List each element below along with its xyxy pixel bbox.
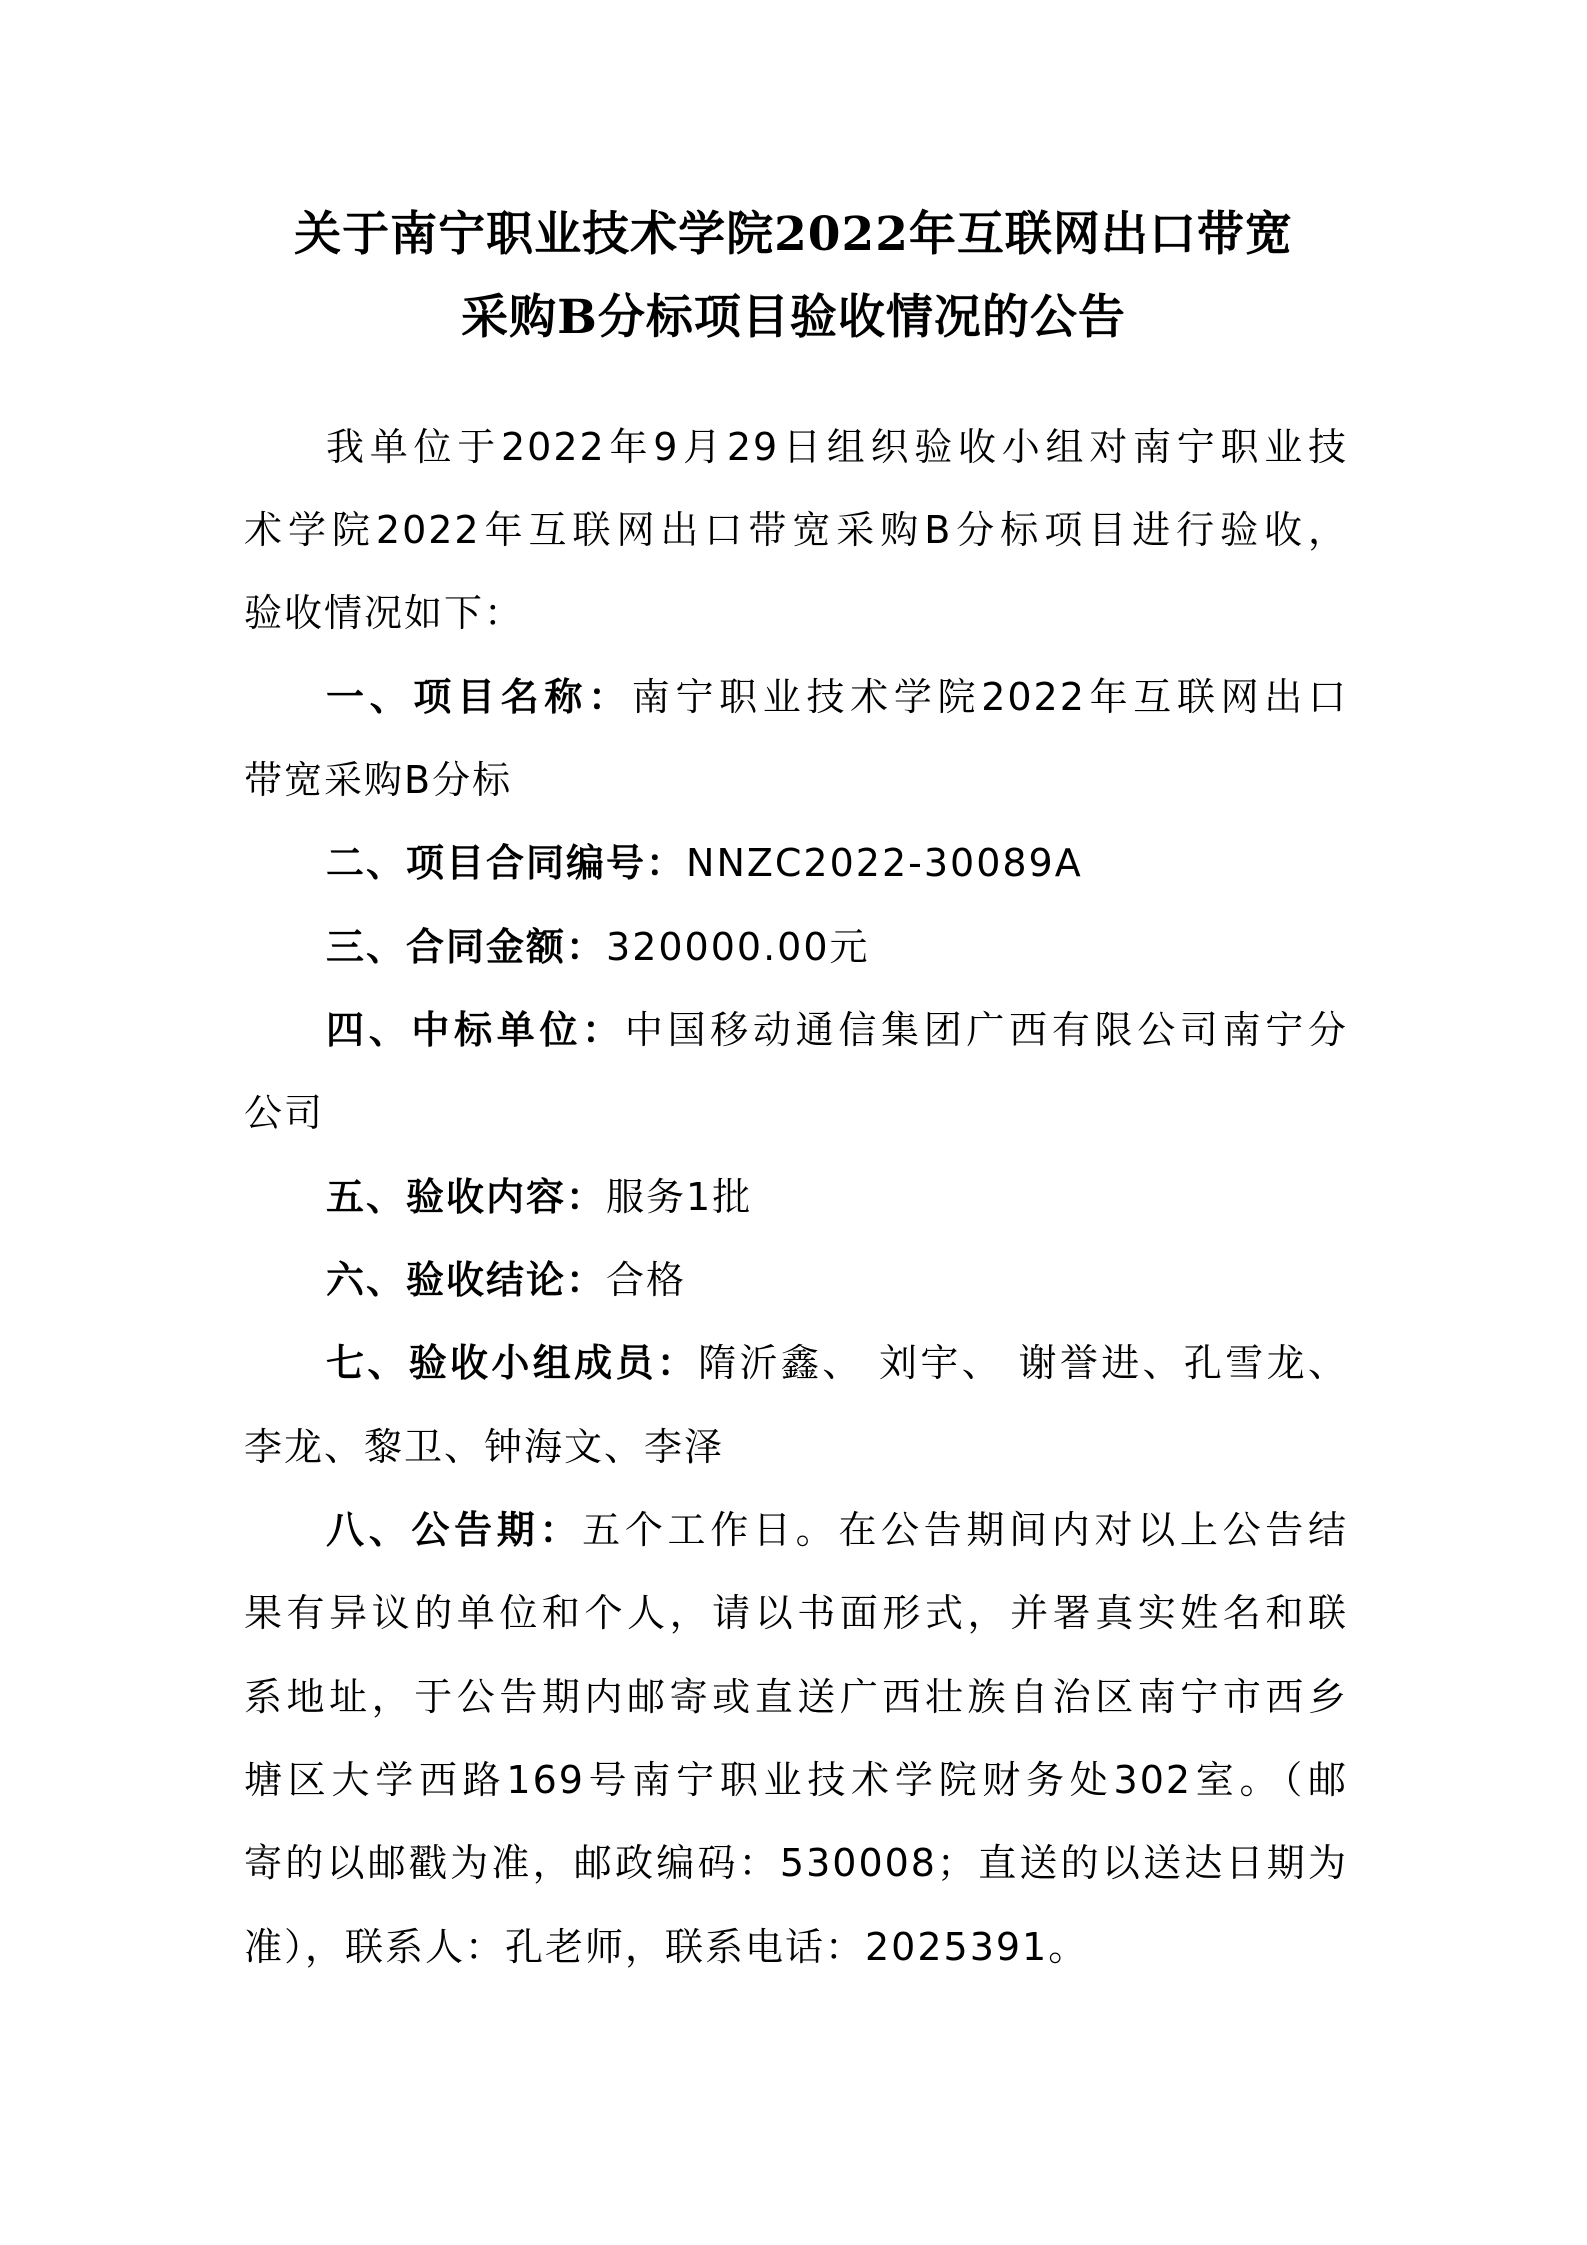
- item-notice-period-line-4: 塘区大学西路169号南宁职业技术学院财务处302室。（邮: [244, 1758, 1348, 1802]
- item-project-name-line-2: 带宽采购B分标: [244, 758, 513, 802]
- item-winning-bidder-line-2: 公司: [244, 1091, 325, 1135]
- acceptance-content-label: 五、验收内容：: [326, 1175, 607, 1219]
- contract-number-value: NNZC2022-30089A: [686, 841, 1083, 885]
- item-contract-number: [326, 838, 1083, 888]
- team-members-value: 隋沂鑫、 刘宇、 谢誉进、孔雪龙、: [698, 1341, 1348, 1385]
- intro-line-2: 术学院2022年互联网出口带宽采购B分标项目进行验收，: [244, 508, 1348, 552]
- item-team-members-line-2: 李龙、黎卫、钟海文、李泽: [244, 1425, 725, 1469]
- project-name-label: 一、项目名称：: [326, 675, 632, 719]
- item-team-members-line-1: [326, 1338, 1348, 1388]
- contract-number-label: 二、项目合同编号：: [326, 841, 687, 885]
- document-title-line-2: 采购B分标项目验收情况的公告: [461, 290, 1126, 345]
- item-acceptance-conclusion: [326, 1255, 686, 1305]
- acceptance-conclusion-value: 合格: [606, 1258, 687, 1302]
- item-notice-period-line-2: 果有异议的单位和个人，请以书面形式，并署真实姓名和联: [244, 1591, 1348, 1635]
- document-title-line-1: 关于南宁职业技术学院2022年互联网出口带宽: [294, 207, 1293, 262]
- intro-line-1: 我单位于2022年9月29日组织验收小组对南宁职业技: [326, 425, 1348, 469]
- notice-period-label: 八、公告期：: [326, 1508, 583, 1552]
- notice-period-value: 五个工作日。在公告期间内对以上公告结: [582, 1508, 1348, 1552]
- winning-bidder-value: 中国移动通信集团广西有限公司南宁分: [624, 1008, 1348, 1052]
- team-members-label: 七、验收小组成员：: [326, 1341, 699, 1385]
- intro-line-3: 验收情况如下：: [244, 591, 525, 635]
- item-notice-period-line-5: 寄的以邮戳为准，邮政编码：530008；直送的以送达日期为: [244, 1841, 1348, 1885]
- project-name-value: 南宁职业技术学院2022年互联网出口: [631, 675, 1348, 719]
- item-notice-period-line-3: 系地址，于公告期内邮寄或直送广西壮族自治区南宁市西乡: [244, 1675, 1348, 1719]
- item-acceptance-content: [326, 1172, 752, 1222]
- item-contract-amount: [326, 922, 870, 972]
- acceptance-content-value: 服务1批: [606, 1175, 753, 1219]
- item-winning-bidder-line-1: [326, 1005, 1348, 1055]
- item-project-name-line-1: [326, 672, 1348, 722]
- contract-amount-label: 三、合同金额：: [326, 925, 607, 969]
- item-notice-period-line-1: [326, 1505, 1348, 1555]
- winning-bidder-label: 四、中标单位：: [326, 1008, 625, 1052]
- acceptance-conclusion-label: 六、验收结论：: [326, 1258, 607, 1302]
- contract-amount-value: 320000.00元: [606, 925, 870, 969]
- item-notice-period-line-6: 准），联系人：孔老师，联系电话：2025391。: [244, 1925, 1089, 1969]
